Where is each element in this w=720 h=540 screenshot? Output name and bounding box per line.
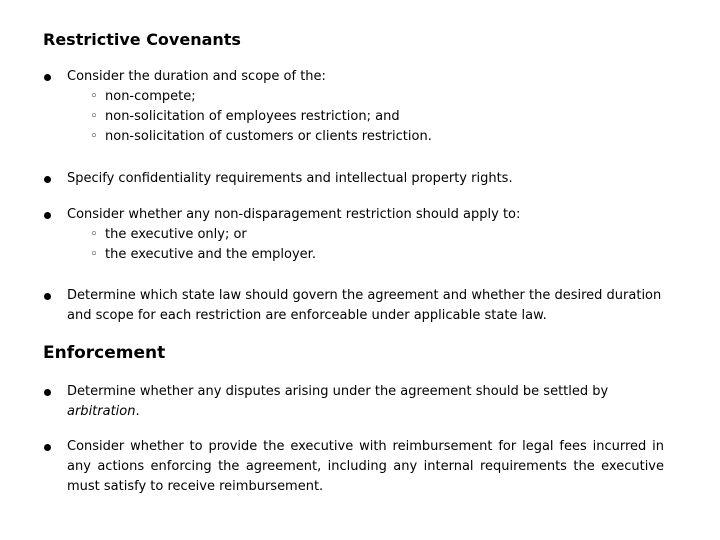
list-item [44, 437, 664, 497]
list-item-text: Consider whether to provide the executive with reimbursement for legal fees incurred in any actions enforcing the agreement, including any internal requirements the executive must satisfy to receive reimbursement. [67, 439, 664, 494]
list-item-text-plain: Determine whether any disputes arising under the agreement should be settled by [67, 384, 609, 399]
section-heading-restrictive-covenants: Restrictive Covenants [43, 30, 241, 49]
bullet-icon [44, 389, 51, 396]
sub-bullet-icon: ◦ [90, 227, 98, 242]
list-item-text-end: . [135, 404, 140, 419]
section-heading-enforcement: Enforcement [43, 343, 166, 363]
list-item [44, 286, 664, 326]
sub-bullet-icon: ◦ [90, 129, 98, 144]
sub-list-item-text: non-compete; [105, 89, 196, 104]
sub-list-item-text: the executive and the employer. [105, 247, 316, 262]
sub-list-item-text: non-solicitation of employees restriction; and [105, 109, 400, 124]
list-item-text [67, 382, 664, 422]
sub-list-item [90, 225, 664, 245]
sub-bullet-icon: ◦ [90, 109, 98, 124]
bullet-icon [44, 444, 51, 451]
sub-list-item-text: the executive only; or [105, 227, 247, 242]
list-item [44, 205, 664, 265]
list-item-text-line-2: and scope for each restriction are enforceable under applicable state law. [67, 308, 547, 323]
list-item [44, 169, 664, 189]
list-item-text-line-1: Determine which state law should govern the agreement and whether the desired duration [67, 288, 662, 303]
sub-bullet-icon: ◦ [90, 247, 98, 262]
sub-list-item [90, 245, 664, 265]
sub-list-item [90, 127, 664, 147]
list-item [44, 67, 664, 147]
sub-list-item-text: non-solicitation of customers or clients restriction. [105, 129, 432, 144]
sub-list-item [90, 107, 664, 127]
list-item-text: Consider whether any non-disparagement restriction should apply to: [67, 207, 521, 222]
list-item [44, 382, 664, 422]
list-item-text-emphasis: arbitration [67, 404, 136, 419]
list-item-text: Consider the duration and scope of the: [67, 69, 326, 84]
bullet-icon [44, 176, 51, 183]
sub-bullet-icon: ◦ [90, 89, 98, 104]
sub-list-item [90, 87, 664, 107]
bullet-icon [44, 212, 51, 219]
bullet-icon [44, 293, 51, 300]
list-item-text: Specify confidentiality requirements and intellectual property rights. [67, 171, 513, 186]
bullet-icon [44, 74, 51, 81]
